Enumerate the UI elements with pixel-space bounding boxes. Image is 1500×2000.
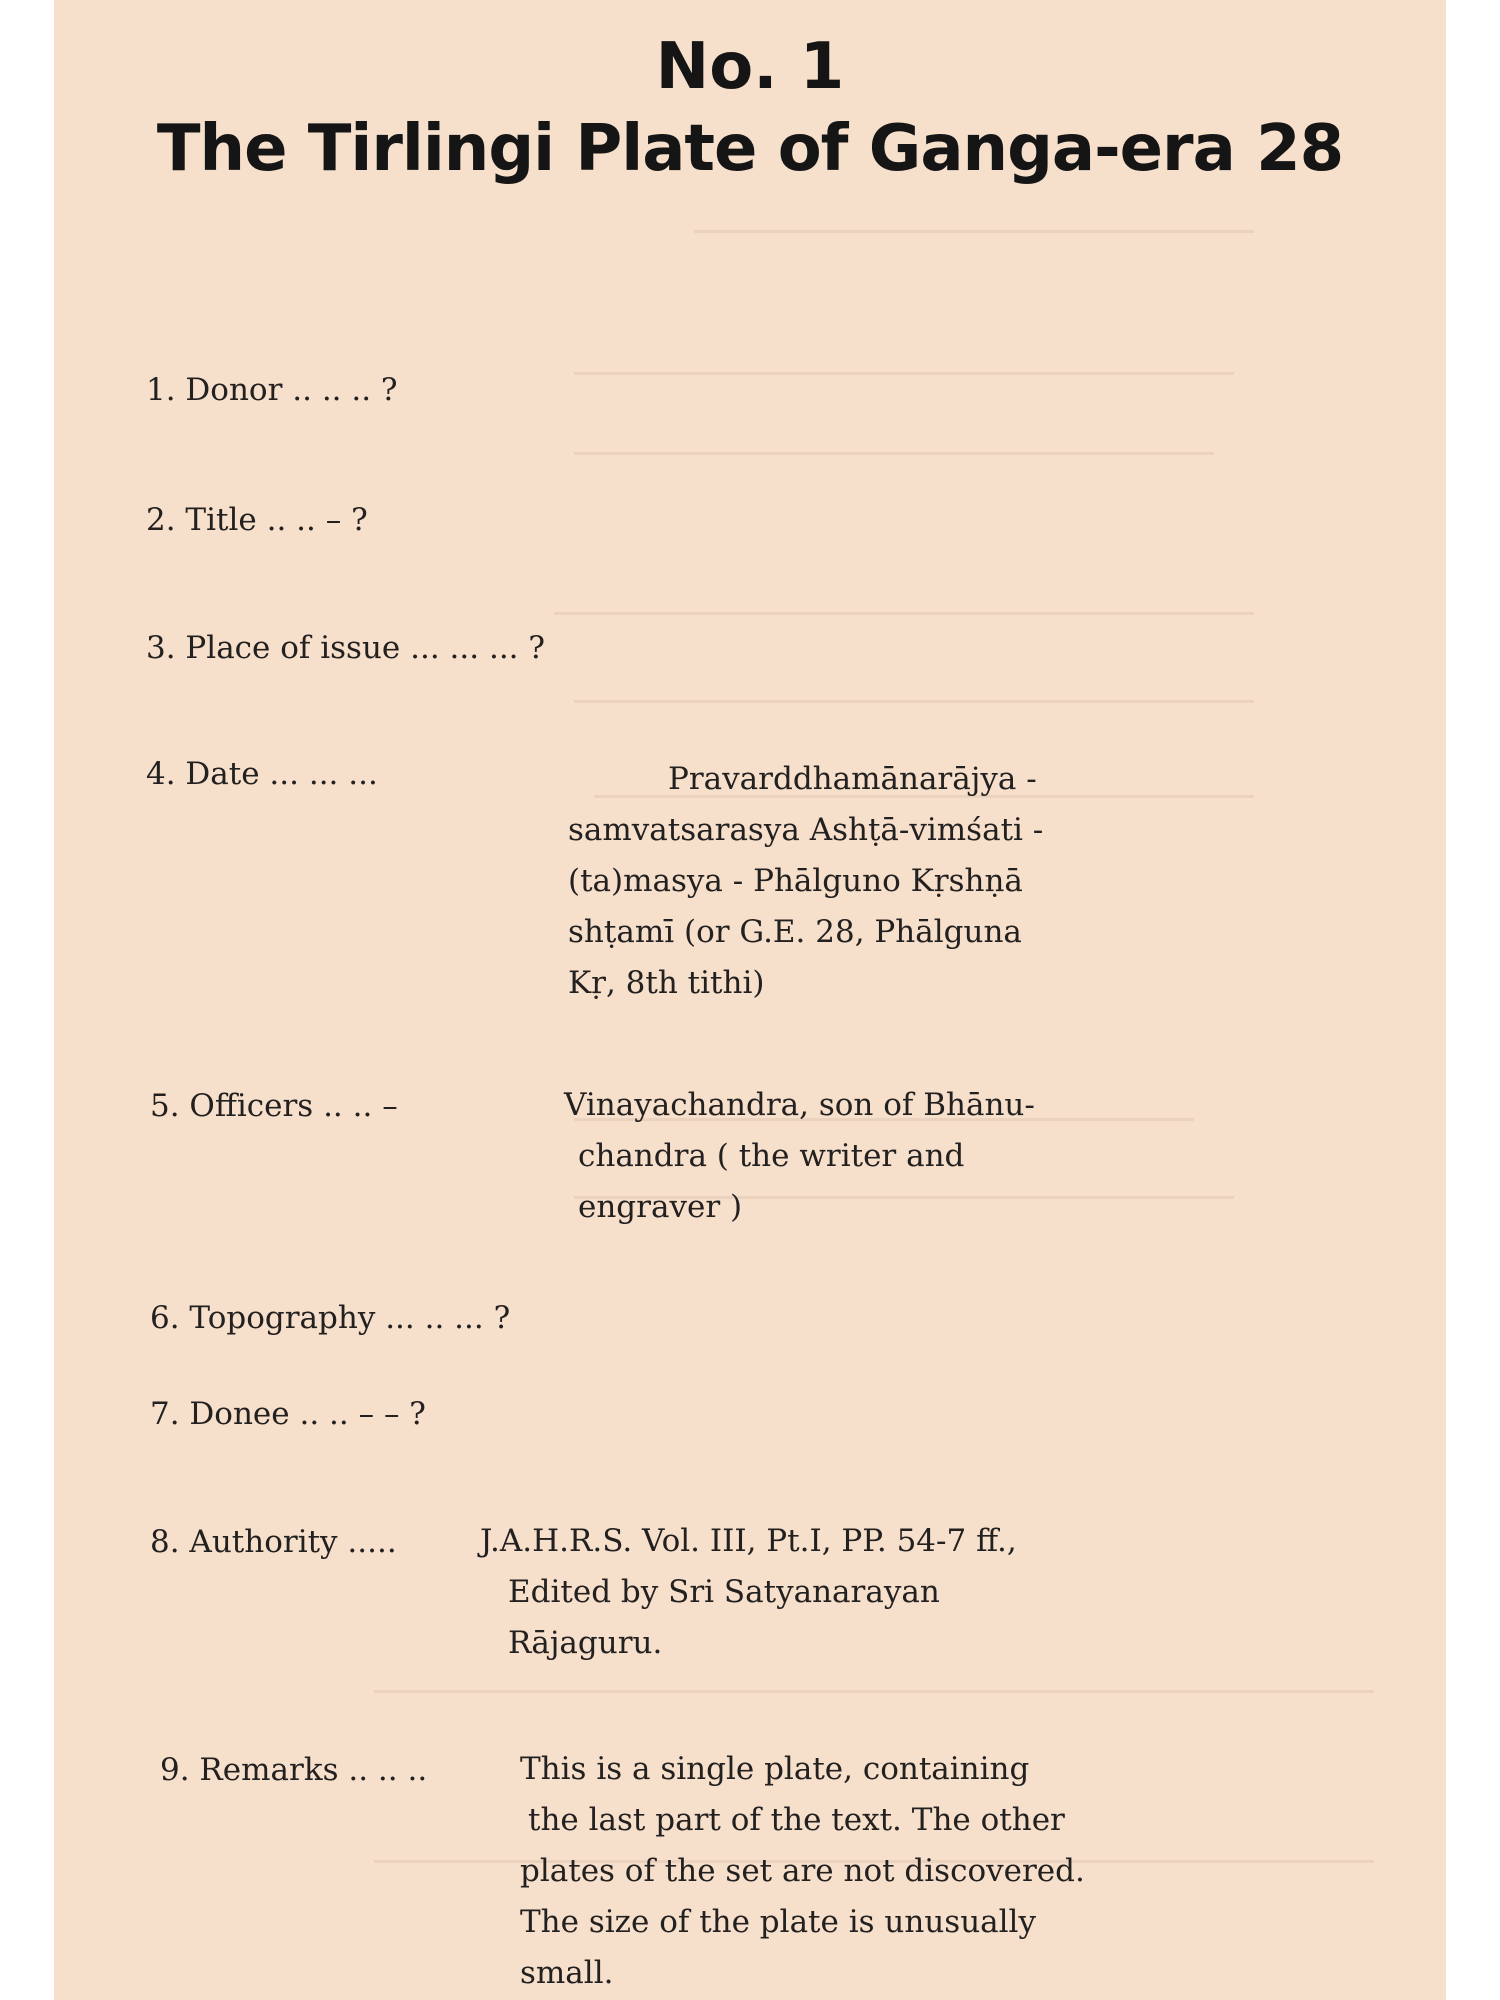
authority-line: Rājaguru. <box>508 1625 663 1661</box>
authority-line: J.A.H.R.S. Vol. III, Pt.I, PP. 54-7 ff., <box>480 1523 1017 1559</box>
entry-donee-label: 7. Donee .. .. – – ? <box>150 1396 426 1432</box>
date-line: samvatsarasya Ashṭā-vimśati - <box>568 812 1044 848</box>
entry-remarks-label: 9. Remarks .. .. .. <box>160 1752 428 1788</box>
authority-line: Edited by Sri Satyanarayan <box>508 1574 940 1610</box>
bleed-through-mark <box>574 452 1214 455</box>
date-line: (ta)masya - Phālguno Kṛshṇā <box>568 863 1023 899</box>
document-title: The Tirlingi Plate of Ganga-era 28 <box>156 112 1344 186</box>
entry-remarks-value <box>520 1744 1160 1999</box>
remarks-line: This is a single plate, containing <box>520 1751 1030 1787</box>
entry-place-label: 3. Place of issue ... ... ... ? <box>146 630 546 666</box>
document-page <box>54 0 1446 2000</box>
date-line: Kṛ, 8th tithi) <box>568 965 765 1001</box>
bleed-through-mark <box>374 1690 1374 1693</box>
officers-line: chandra ( the writer and <box>578 1138 965 1174</box>
entry-date-value <box>568 754 1128 1009</box>
officers-line: Vinayachandra, son of Bhānu- <box>564 1087 1035 1123</box>
remarks-line: small. <box>520 1955 614 1991</box>
remarks-line: plates of the set are not discovered. <box>520 1853 1085 1889</box>
date-line: Pravarddhamānarājya - <box>668 761 1037 797</box>
officers-line: engraver ) <box>578 1189 743 1225</box>
remarks-line: the last part of the text. The other <box>528 1802 1065 1838</box>
entry-authority-value <box>480 1516 1170 1669</box>
entry-topography-label: 6. Topography ... .. ... ? <box>150 1300 511 1336</box>
entry-date-label: 4. Date ... ... ... <box>146 756 378 792</box>
entry-title-label: 2. Title .. .. – ? <box>146 502 368 538</box>
entry-donor-label: 1. Donor .. .. .. ? <box>146 372 398 408</box>
entry-authority-label: 8. Authority ..... <box>150 1524 397 1560</box>
entry-officers-label: 5. Officers .. .. – <box>150 1088 398 1124</box>
bleed-through-mark <box>554 612 1254 615</box>
bleed-through-mark <box>694 230 1254 233</box>
document-number: No. 1 <box>655 30 845 104</box>
date-line: shṭamī (or G.E. 28, Phālguna <box>568 914 1022 950</box>
remarks-line: The size of the plate is unusually <box>520 1904 1036 1940</box>
bleed-through-mark <box>574 372 1234 375</box>
bleed-through-mark <box>574 700 1254 703</box>
entry-officers-value <box>564 1080 1124 1233</box>
